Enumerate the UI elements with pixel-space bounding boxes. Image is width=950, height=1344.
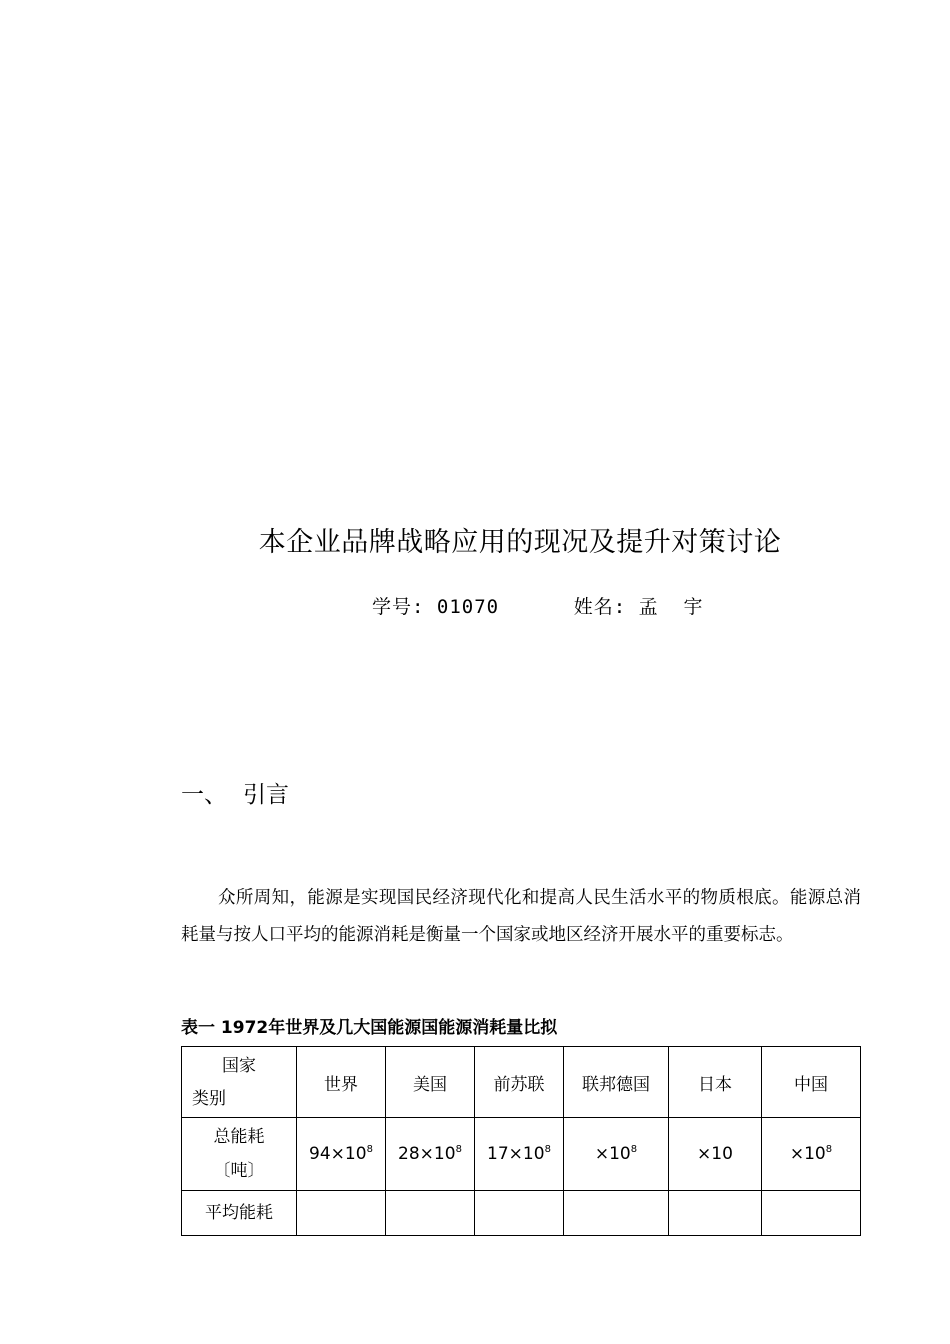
table-cell bbox=[297, 1118, 386, 1191]
table-cell bbox=[475, 1118, 564, 1191]
corner-label-country: 国家 bbox=[222, 1056, 256, 1076]
table-cell bbox=[564, 1191, 669, 1236]
row-label bbox=[182, 1191, 297, 1236]
cell-value: 28×10 bbox=[398, 1144, 456, 1164]
column-header: 联邦德国 bbox=[564, 1047, 669, 1118]
column-header: 世界 bbox=[297, 1047, 386, 1118]
table-cell bbox=[386, 1191, 475, 1236]
energy-table bbox=[181, 1046, 861, 1236]
row-label-line1: 总能耗 bbox=[213, 1127, 265, 1147]
row-label-line1: 平均能耗 bbox=[205, 1203, 273, 1223]
column-header: 美国 bbox=[386, 1047, 475, 1118]
cell-exponent: 8 bbox=[544, 1144, 551, 1155]
table-row bbox=[182, 1118, 861, 1191]
table-cell bbox=[475, 1191, 564, 1236]
column-header: 日本 bbox=[669, 1047, 762, 1118]
table-cell bbox=[564, 1118, 669, 1191]
table-row bbox=[182, 1191, 861, 1236]
column-header: 前苏联 bbox=[475, 1047, 564, 1118]
intro-paragraph: 众所周知，能源是实现国民经济现代化和提高人民生活水平的物质根底。能源总消耗量与按人口平均的能源消耗是衡量一个国家或地区经济开展水平的重要标志。 bbox=[181, 887, 861, 945]
section-number: 一、 bbox=[181, 782, 227, 808]
table-cell bbox=[669, 1118, 762, 1191]
table-cell bbox=[762, 1191, 861, 1236]
table-cell bbox=[762, 1118, 861, 1191]
column-header: 中国 bbox=[762, 1047, 861, 1118]
document-title: 本企业品牌战略应用的现况及提升对策讨论 bbox=[258, 527, 782, 558]
cell-value: ×10 bbox=[594, 1144, 631, 1164]
section-title: 引言 bbox=[243, 782, 289, 808]
table-caption: 表一 1972年世界及几大国能源国能源消耗量比拟 bbox=[181, 1018, 558, 1038]
cell-exponent: 8 bbox=[366, 1144, 373, 1155]
table-header-row bbox=[182, 1047, 861, 1118]
cell-value: 17×10 bbox=[487, 1144, 545, 1164]
table-corner-cell bbox=[182, 1047, 297, 1118]
cell-exponent: 8 bbox=[630, 1144, 638, 1155]
table-cell bbox=[669, 1191, 762, 1236]
cell-value: 94×10 bbox=[309, 1144, 367, 1164]
row-label-line2: 〔吨〕 bbox=[213, 1161, 265, 1181]
table-cell bbox=[297, 1191, 386, 1236]
section-heading bbox=[181, 776, 289, 809]
cell-value: ×10 bbox=[789, 1144, 826, 1164]
author-line: 学号: 01070 姓名: 孟 宇 bbox=[372, 596, 704, 618]
cell-exponent: 8 bbox=[455, 1144, 462, 1155]
cell-exponent: 8 bbox=[825, 1144, 833, 1155]
row-label bbox=[182, 1118, 297, 1191]
cell-value: ×10 bbox=[697, 1144, 733, 1164]
table-cell bbox=[386, 1118, 475, 1191]
corner-label-category: 类别 bbox=[192, 1089, 226, 1109]
